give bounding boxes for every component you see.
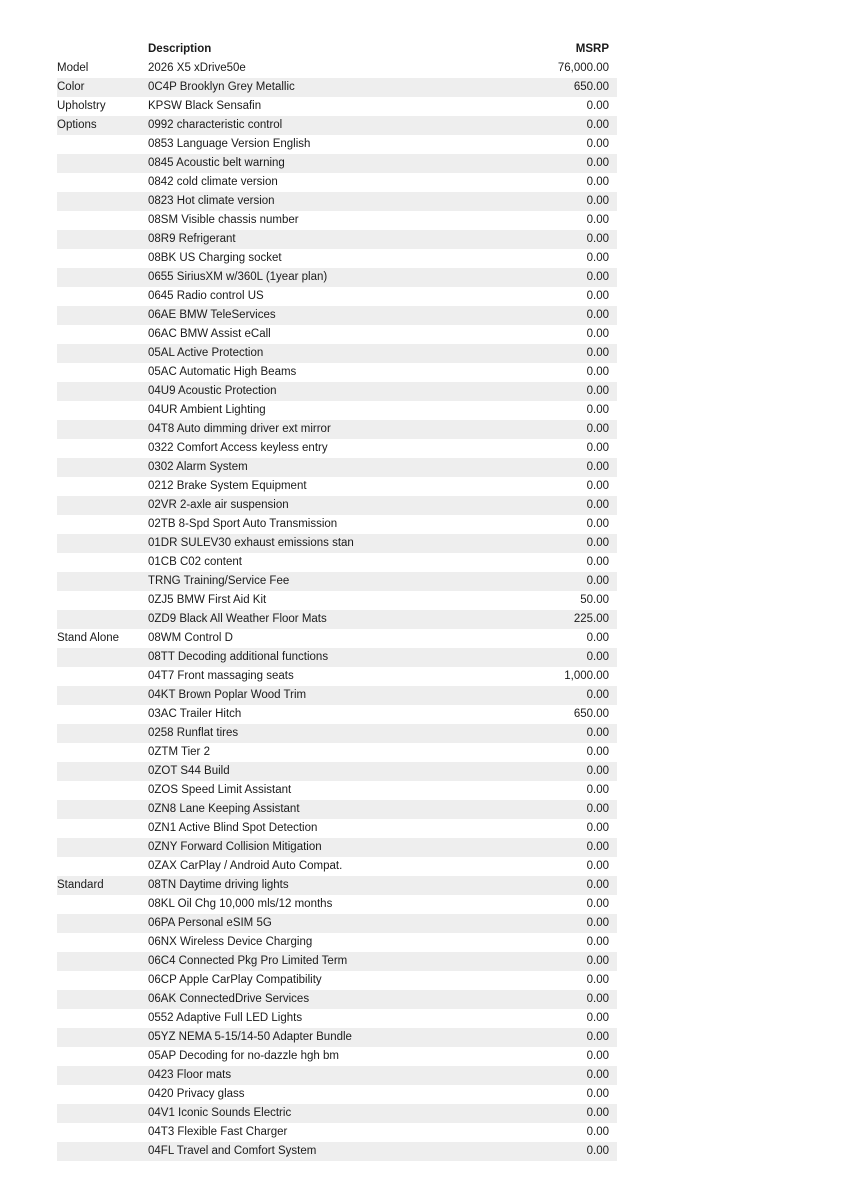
category-cell: [57, 895, 148, 914]
msrp-cell: 0.00: [586, 1031, 609, 1043]
msrp-cell: 1,000.00: [564, 670, 609, 682]
msrp-cell: 76,000.00: [557, 62, 609, 74]
table-row: [57, 743, 617, 762]
category-cell: [57, 496, 148, 515]
description-cell: 0992 characteristic control: [148, 119, 283, 131]
table-row: [57, 97, 617, 116]
description-cell: 0ZD9 Black All Weather Floor Mats: [148, 613, 327, 625]
msrp-cell: 0.00: [586, 1050, 609, 1062]
table-row: [57, 401, 617, 420]
msrp-cell: 0.00: [586, 461, 609, 473]
category-cell: [57, 648, 148, 667]
table-row: [57, 325, 617, 344]
table-row: [57, 173, 617, 192]
msrp-cell: 0.00: [586, 366, 609, 378]
category-cell: [57, 458, 148, 477]
msrp-cell: 0.00: [586, 138, 609, 150]
description-cell: 0ZOT S44 Build: [148, 765, 230, 777]
category-cell: [57, 800, 148, 819]
description-cell: 0420 Privacy glass: [148, 1088, 245, 1100]
table-row: [57, 59, 617, 78]
msrp-cell: 0.00: [586, 1126, 609, 1138]
table-row: [57, 1028, 617, 1047]
msrp-cell: 0.00: [586, 252, 609, 264]
table-row: [57, 1009, 617, 1028]
table-row: [57, 78, 617, 97]
table-row: [57, 629, 617, 648]
category-cell: Stand Alone: [57, 632, 120, 644]
category-cell: [57, 1009, 148, 1028]
table-row: [57, 268, 617, 287]
msrp-cell: 0.00: [586, 803, 609, 815]
table-row: [57, 990, 617, 1009]
category-cell: [57, 192, 148, 211]
table-row: [57, 800, 617, 819]
category-cell: [57, 838, 148, 857]
category-cell: [57, 135, 148, 154]
msrp-cell: 0.00: [586, 385, 609, 397]
description-cell: 0423 Floor mats: [148, 1069, 232, 1081]
description-cell: 0ZNY Forward Collision Mitigation: [148, 841, 322, 853]
category-cell: [57, 610, 148, 629]
category-cell: Model: [57, 62, 89, 74]
description-cell: 02VR 2-axle air suspension: [148, 499, 289, 511]
category-cell: [57, 572, 148, 591]
msrp-cell: 0.00: [586, 879, 609, 891]
description-cell: 0ZN1 Active Blind Spot Detection: [148, 822, 318, 834]
table-row: [57, 477, 617, 496]
category-cell: [57, 914, 148, 933]
table-row: [57, 1085, 617, 1104]
description-cell: 0655 SiriusXM w/360L (1year plan): [148, 271, 328, 283]
description-cell: 0ZTM Tier 2: [148, 746, 210, 758]
msrp-header-cell: MSRP: [575, 43, 609, 55]
table-header: [57, 40, 617, 59]
category-cell: [57, 1085, 148, 1104]
msrp-cell: 0.00: [586, 1107, 609, 1119]
category-cell: [57, 743, 148, 762]
description-cell: 01CB C02 content: [148, 556, 242, 568]
msrp-cell: 0.00: [586, 1069, 609, 1081]
category-cell: [57, 952, 148, 971]
table-row: [57, 838, 617, 857]
table-row: [57, 648, 617, 667]
table-row: [57, 116, 617, 135]
description-cell: TRNG Training/Service Fee: [148, 575, 290, 587]
category-cell: [57, 990, 148, 1009]
table-row: [57, 933, 617, 952]
description-cell: KPSW Black Sensafin: [148, 100, 262, 112]
description-cell: 06AC BMW Assist eCall: [148, 328, 271, 340]
msrp-cell: 0.00: [586, 974, 609, 986]
category-cell: [57, 420, 148, 439]
msrp-cell: 0.00: [586, 841, 609, 853]
description-cell: 08TT Decoding additional functions: [148, 651, 329, 663]
description-cell: 0ZN8 Lane Keeping Assistant: [148, 803, 300, 815]
table-row: [57, 553, 617, 572]
category-cell: [57, 1104, 148, 1123]
description-cell: 05AL Active Protection: [148, 347, 264, 359]
msrp-cell: 0.00: [586, 575, 609, 587]
category-cell: [57, 268, 148, 287]
category-cell: [57, 249, 148, 268]
table-row: [57, 496, 617, 515]
description-cell: 0645 Radio control US: [148, 290, 264, 302]
msrp-cell: 0.00: [586, 499, 609, 511]
description-cell: 06NX Wireless Device Charging: [148, 936, 313, 948]
table-row: [57, 249, 617, 268]
category-header-cell: [57, 40, 148, 59]
msrp-cell: 0.00: [586, 176, 609, 188]
vehicle-order-table: [57, 40, 617, 1161]
category-cell: [57, 154, 148, 173]
msrp-cell: 0.00: [586, 898, 609, 910]
category-cell: [57, 762, 148, 781]
description-cell: 0823 Hot climate version: [148, 195, 275, 207]
category-cell: [57, 211, 148, 230]
msrp-cell: 0.00: [586, 404, 609, 416]
table-row: [57, 154, 617, 173]
table-row: [57, 591, 617, 610]
table-row: [57, 363, 617, 382]
category-cell: Upholstry: [57, 100, 106, 112]
description-cell: 04UR Ambient Lighting: [148, 404, 266, 416]
msrp-cell: 650.00: [573, 81, 609, 93]
msrp-cell: 0.00: [586, 917, 609, 929]
msrp-cell: 650.00: [573, 708, 609, 720]
table-row: [57, 686, 617, 705]
category-cell: [57, 591, 148, 610]
table-row: [57, 534, 617, 553]
msrp-cell: 0.00: [586, 556, 609, 568]
description-cell: 08R9 Refrigerant: [148, 233, 236, 245]
description-cell: 04KT Brown Poplar Wood Trim: [148, 689, 307, 701]
msrp-cell: 0.00: [586, 822, 609, 834]
header-row: [57, 40, 617, 59]
description-cell: 0853 Language Version English: [148, 138, 311, 150]
category-cell: [57, 819, 148, 838]
msrp-cell: 0.00: [586, 100, 609, 112]
msrp-cell: 0.00: [586, 727, 609, 739]
category-cell: [57, 1142, 148, 1161]
table-row: [57, 1066, 617, 1085]
category-cell: [57, 667, 148, 686]
description-cell: 0C4P Brooklyn Grey Metallic: [148, 81, 295, 93]
msrp-cell: 0.00: [586, 119, 609, 131]
msrp-cell: 0.00: [586, 1145, 609, 1157]
msrp-cell: 0.00: [586, 157, 609, 169]
category-cell: [57, 686, 148, 705]
msrp-cell: 0.00: [586, 442, 609, 454]
description-cell: 06AE BMW TeleServices: [148, 309, 276, 321]
category-cell: [57, 534, 148, 553]
category-cell: [57, 971, 148, 990]
description-cell: 0552 Adaptive Full LED Lights: [148, 1012, 303, 1024]
category-cell: Standard: [57, 879, 104, 891]
table-row: [57, 610, 617, 629]
msrp-cell: 0.00: [586, 233, 609, 245]
category-cell: [57, 287, 148, 306]
msrp-cell: 0.00: [586, 347, 609, 359]
table-row: [57, 914, 617, 933]
table-row: [57, 781, 617, 800]
category-cell: [57, 477, 148, 496]
description-cell: 01DR SULEV30 exhaust emissions stan: [148, 537, 354, 549]
table-row: [57, 667, 617, 686]
description-cell: 0842 cold climate version: [148, 176, 278, 188]
description-cell: 0ZOS Speed Limit Assistant: [148, 784, 292, 796]
description-cell: 04T8 Auto dimming driver ext mirror: [148, 423, 331, 435]
category-cell: [57, 1028, 148, 1047]
description-cell: 06C4 Connected Pkg Pro Limited Term: [148, 955, 348, 967]
msrp-cell: 0.00: [586, 214, 609, 226]
msrp-cell: 0.00: [586, 328, 609, 340]
category-cell: [57, 553, 148, 572]
table-row: [57, 420, 617, 439]
description-cell: 2026 X5 xDrive50e: [148, 62, 246, 74]
description-cell: 05AC Automatic High Beams: [148, 366, 297, 378]
msrp-cell: 0.00: [586, 860, 609, 872]
description-cell: 02TB 8-Spd Sport Auto Transmission: [148, 518, 338, 530]
msrp-cell: 0.00: [586, 518, 609, 530]
description-cell: 04U9 Acoustic Protection: [148, 385, 277, 397]
category-cell: [57, 1047, 148, 1066]
table-row: [57, 1104, 617, 1123]
category-cell: [57, 344, 148, 363]
category-cell: Color: [57, 81, 85, 93]
table-row: [57, 895, 617, 914]
table-row: [57, 1142, 617, 1161]
description-cell: 0845 Acoustic belt warning: [148, 157, 285, 169]
category-cell: [57, 724, 148, 743]
description-cell: 08BK US Charging socket: [148, 252, 282, 264]
table-row: [57, 344, 617, 363]
description-cell: 0ZJ5 BMW First Aid Kit: [148, 594, 267, 606]
msrp-cell: 0.00: [586, 993, 609, 1005]
category-cell: Options: [57, 119, 97, 131]
msrp-cell: 0.00: [586, 423, 609, 435]
table-row: [57, 211, 617, 230]
table-row: [57, 1123, 617, 1142]
msrp-cell: 0.00: [586, 651, 609, 663]
table-row: [57, 819, 617, 838]
description-cell: 08TN Daytime driving lights: [148, 879, 289, 891]
msrp-cell: 0.00: [586, 784, 609, 796]
table-row: [57, 458, 617, 477]
msrp-cell: 0.00: [586, 1012, 609, 1024]
description-cell: 03AC Trailer Hitch: [148, 708, 242, 720]
category-cell: [57, 515, 148, 534]
description-cell: 04V1 Iconic Sounds Electric: [148, 1107, 292, 1119]
description-cell: 0ZAX CarPlay / Android Auto Compat.: [148, 860, 343, 872]
msrp-cell: 0.00: [586, 765, 609, 777]
table-row: [57, 1047, 617, 1066]
table-row: [57, 515, 617, 534]
description-cell: 06AK ConnectedDrive Services: [148, 993, 310, 1005]
table-row: [57, 724, 617, 743]
table-row: [57, 762, 617, 781]
description-cell: 04T3 Flexible Fast Charger: [148, 1126, 288, 1138]
table-row: [57, 230, 617, 249]
category-cell: [57, 705, 148, 724]
category-cell: [57, 1066, 148, 1085]
table-row: [57, 876, 617, 895]
category-cell: [57, 401, 148, 420]
table-row: [57, 952, 617, 971]
description-cell: 0322 Comfort Access keyless entry: [148, 442, 328, 454]
category-cell: [57, 230, 148, 249]
description-cell: 05YZ NEMA 5-15/14-50 Adapter Bundle: [148, 1031, 352, 1043]
category-cell: [57, 1123, 148, 1142]
table-row: [57, 192, 617, 211]
msrp-cell: 225.00: [573, 613, 609, 625]
description-cell: 04T7 Front massaging seats: [148, 670, 294, 682]
category-cell: [57, 933, 148, 952]
description-cell: 0212 Brake System Equipment: [148, 480, 307, 492]
category-cell: [57, 306, 148, 325]
category-cell: [57, 439, 148, 458]
table-row: [57, 705, 617, 724]
msrp-cell: 0.00: [586, 195, 609, 207]
description-cell: 0302 Alarm System: [148, 461, 248, 473]
table-row: [57, 306, 617, 325]
msrp-cell: 0.00: [586, 480, 609, 492]
msrp-cell: 0.00: [586, 689, 609, 701]
table-row: [57, 135, 617, 154]
category-cell: [57, 781, 148, 800]
table-row: [57, 572, 617, 591]
category-cell: [57, 857, 148, 876]
description-cell: 0258 Runflat tires: [148, 727, 239, 739]
table-row: [57, 439, 617, 458]
description-cell: 08SM Visible chassis number: [148, 214, 299, 226]
msrp-cell: 0.00: [586, 632, 609, 644]
description-cell: 05AP Decoding for no-dazzle hgh bm: [148, 1050, 339, 1062]
msrp-cell: 0.00: [586, 271, 609, 283]
msrp-cell: 0.00: [586, 537, 609, 549]
description-cell: 08WM Control D: [148, 632, 233, 644]
description-cell: 04FL Travel and Comfort System: [148, 1145, 317, 1157]
table-row: [57, 382, 617, 401]
category-cell: [57, 363, 148, 382]
msrp-cell: 0.00: [586, 936, 609, 948]
msrp-cell: 0.00: [586, 309, 609, 321]
table-row: [57, 287, 617, 306]
order-table-body: [57, 59, 617, 1161]
description-cell: 06CP Apple CarPlay Compatibility: [148, 974, 322, 986]
msrp-cell: 0.00: [586, 290, 609, 302]
category-cell: [57, 382, 148, 401]
category-cell: [57, 325, 148, 344]
msrp-cell: 0.00: [586, 1088, 609, 1100]
category-cell: [57, 173, 148, 192]
description-cell: 08KL Oil Chg 10,000 mls/12 months: [148, 898, 333, 910]
description-header-cell: Description: [148, 43, 212, 55]
msrp-cell: 0.00: [586, 746, 609, 758]
description-cell: 06PA Personal eSIM 5G: [148, 917, 272, 929]
table-row: [57, 971, 617, 990]
msrp-cell: 0.00: [586, 955, 609, 967]
table-row: [57, 857, 617, 876]
msrp-cell: 50.00: [580, 594, 609, 606]
